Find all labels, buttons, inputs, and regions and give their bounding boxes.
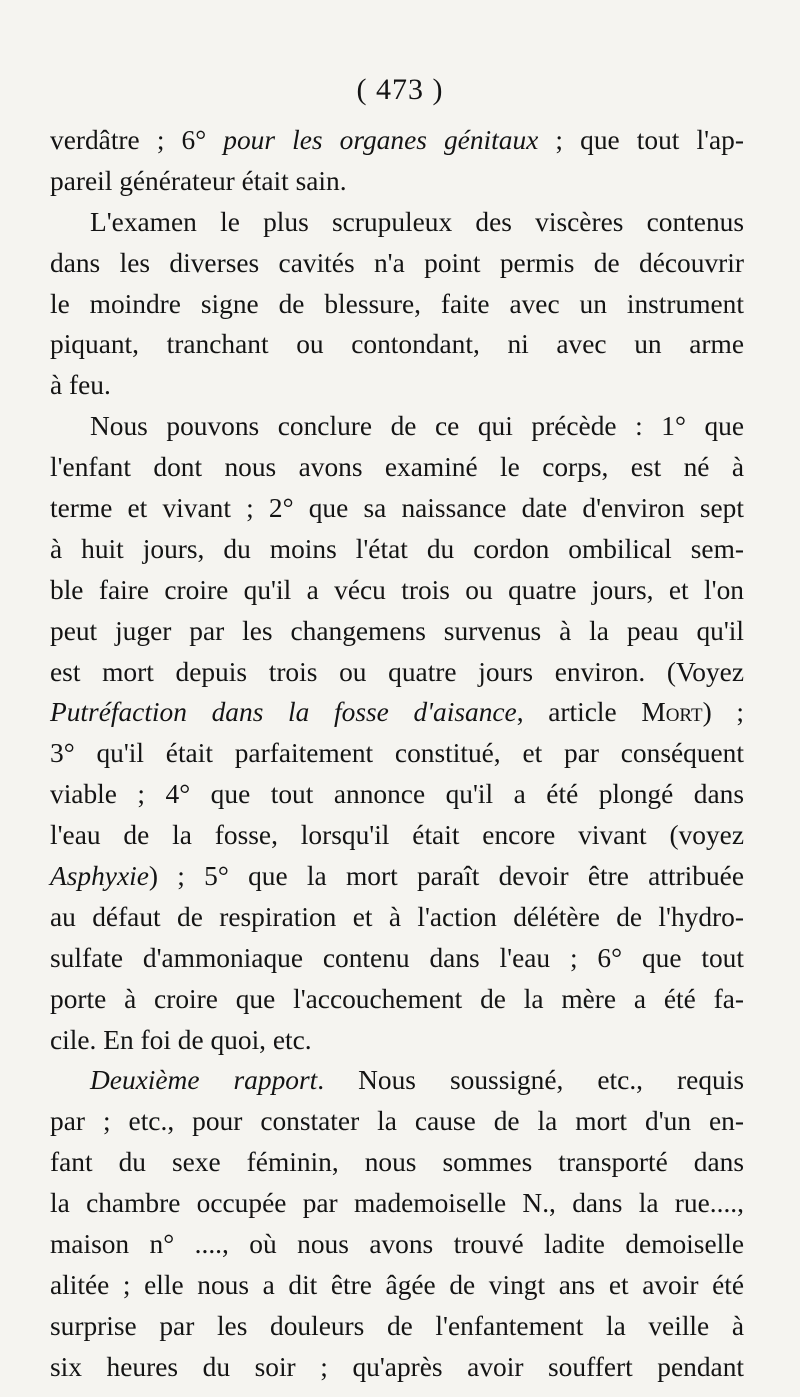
text-line: pareil générateur était sain. — [50, 165, 347, 196]
text-line: à feu. — [50, 370, 111, 401]
text-line: par ; etc., pour constater la cause de la mort d'un en- — [50, 1106, 744, 1137]
text-line: Putréfaction dans la fosse d'aisance, article Mort) ; — [50, 697, 744, 728]
text-line: viable ; 4° que tout annonce qu'il a été plongé dans — [50, 779, 744, 810]
text-line: cile. En foi de quoi, etc. — [50, 1024, 312, 1055]
text-line: ble faire croire qu'il a vécu trois ou quatre jours, et l'on — [50, 574, 744, 605]
text-line: au défaut de respiration et à l'action délétère de l'hydro- — [50, 901, 744, 932]
text-line: l'enfant dont nous avons examiné le corps, est né à — [50, 452, 744, 483]
text-line: porte à croire que l'accouchement de la mère a été fa- — [50, 983, 744, 1014]
text-line: fant du sexe féminin, nous sommes transporté dans — [50, 1147, 744, 1178]
text-line: piquant, tranchant ou contondant, ni avec un arme — [50, 329, 744, 360]
paragraph-start: L'examen le plus scrupuleux des viscères contenus — [90, 206, 744, 237]
text-line: sulfate d'ammoniaque contenu dans l'eau ; 6° que tout — [50, 942, 744, 973]
text-line: surprise par les douleurs de l'enfantement la veille à — [50, 1310, 744, 1341]
text-line: est mort depuis trois ou quatre jours environ. (Voyez — [50, 656, 744, 687]
text-line: 3° qu'il était parfaitement constitué, et par conséquent — [50, 738, 744, 769]
text-line: dans les diverses cavités n'a point permis de découvrir — [50, 247, 744, 278]
text-line: l'eau de la fosse, lorsqu'il était encore vivant (voyez — [50, 820, 744, 851]
text-line: à huit jours, du moins l'état du cordon ombilical sem- — [50, 533, 744, 564]
page-number: ( 473 ) — [356, 73, 444, 106]
text-line: verdâtre ; 6° pour les organes génitaux ; que tout l'ap- — [50, 125, 744, 155]
text-line: Asphyxie) ; 5° que la mort paraît devoir être attribuée — [50, 861, 744, 892]
text-line: peut juger par les changemens survenus à la peau qu'il — [50, 615, 744, 646]
paragraph-start: Deuxième rapport. Nous soussigné, etc., requis — [90, 1065, 744, 1096]
text-line: six heures du soir ; qu'après avoir souffert pendant — [50, 1351, 744, 1382]
text-line: terme et vivant ; 2° que sa naissance date d'environ sept — [50, 493, 744, 524]
paragraph-start: Nous pouvons conclure de ce qui précède : 1° que — [90, 411, 744, 442]
text-line: le moindre signe de blessure, faite avec un instrument — [50, 288, 744, 319]
text-line: alitée ; elle nous a dit être âgée de vingt ans et avoir été — [50, 1269, 744, 1300]
text-line: maison n° ...., où nous avons trouvé ladite demoiselle — [50, 1229, 744, 1260]
text-line: la chambre occupée par mademoiselle N., dans la rue...., — [50, 1188, 744, 1219]
body-text — [50, 120, 744, 1388]
